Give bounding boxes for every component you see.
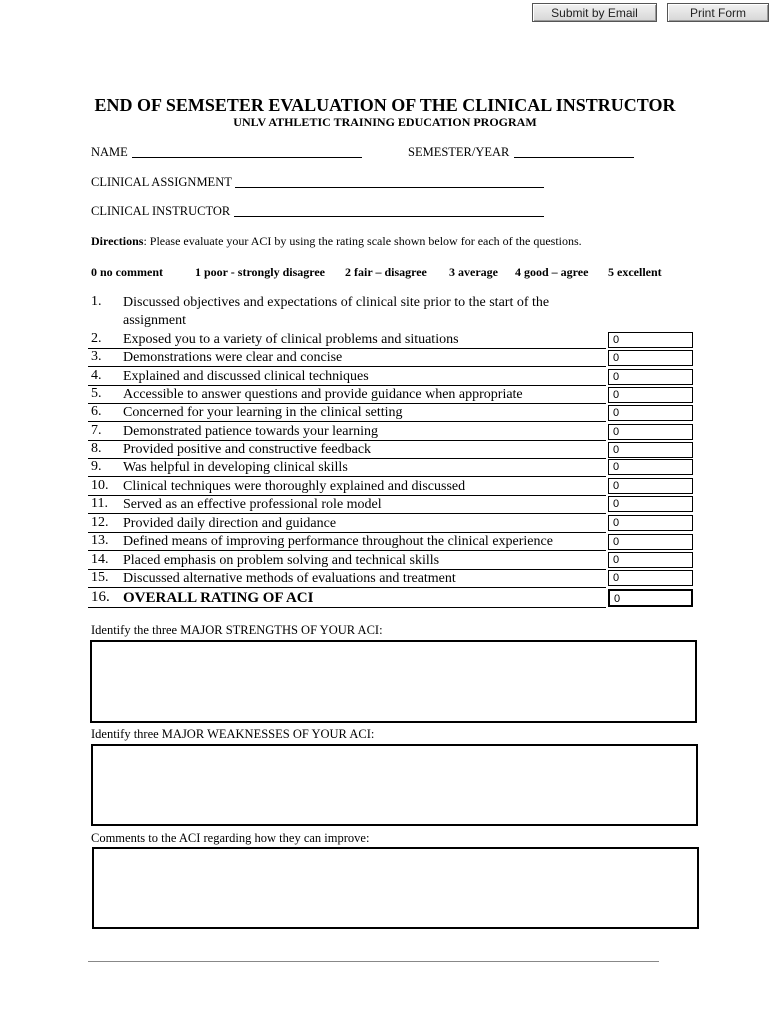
rating-field[interactable]: 0 (608, 424, 693, 440)
divider (88, 366, 606, 367)
item-text: Accessible to answer questions and provide guidance when appropriate (123, 387, 523, 402)
item-text: Placed emphasis on problem solving and technical skills (123, 553, 440, 568)
divider (88, 607, 606, 608)
scale-1: 1 poor - strongly disagree (195, 265, 326, 279)
comments-textarea[interactable] (92, 847, 699, 929)
print-form-button[interactable]: Print Form (667, 3, 769, 22)
clinical-instructor-field[interactable] (234, 216, 544, 217)
strengths-textarea[interactable] (90, 640, 697, 723)
comments-label: Comments to the ACI regarding how they can improve: (91, 831, 370, 845)
item-text: Was helpful in developing clinical skills (123, 460, 348, 475)
scale-5: 5 excellent (608, 265, 662, 279)
item-text: Exposed you to a variety of clinical problems and situations (123, 332, 459, 347)
rating-field[interactable]: 0 (608, 459, 693, 475)
submit-by-email-button[interactable]: Submit by Email (532, 3, 657, 22)
item-number: 14. (91, 552, 109, 567)
clinical-instructor-label: CLINICAL INSTRUCTOR (91, 204, 231, 218)
item-text: Explained and discussed clinical techniques (123, 369, 369, 384)
item-text: Discussed alternative methods of evaluations and treatment (123, 571, 456, 586)
semester-field[interactable] (514, 157, 634, 158)
item-text: Defined means of improving performance throughout the clinical experience (123, 534, 553, 549)
rating-field[interactable]: 0 (608, 387, 693, 403)
item-number: 1. (91, 294, 102, 309)
divider (88, 476, 606, 477)
item-number: 8. (91, 441, 102, 456)
page-subtitle: UNLV ATHLETIC TRAINING EDUCATION PROGRAM (233, 115, 537, 129)
item-number: 13. (91, 533, 109, 548)
item-number: 11. (91, 496, 108, 511)
item-text: Concerned for your learning in the clinical setting (123, 405, 403, 420)
item-text: Provided daily direction and guidance (123, 516, 337, 531)
overall-rating-label: OVERALL RATING OF ACI (123, 590, 314, 606)
item-text: Clinical techniques were thoroughly explained and discussed (123, 479, 466, 494)
directions-label: Directions (91, 234, 144, 248)
item-number: 2. (91, 331, 102, 346)
rating-field[interactable]: 0 (608, 332, 693, 348)
rating-field[interactable]: 0 (608, 405, 693, 421)
rating-field[interactable]: 0 (608, 496, 693, 512)
semester-label: SEMESTER/YEAR (408, 145, 510, 159)
item-text: Served as an effective professional role model (123, 497, 382, 512)
item-number: 16. (91, 589, 110, 605)
rating-field[interactable]: 0 (608, 570, 693, 586)
divider (88, 421, 606, 422)
page-title: END OF SEMSETER EVALUATION OF THE CLINICAL INSTRUCTOR (94, 95, 676, 115)
item-text: Discussed objectives and expectations of clinical site prior to the start of the assignment (123, 295, 550, 328)
overall-rating-field[interactable]: 0 (608, 589, 693, 607)
rating-field[interactable]: 0 (608, 369, 693, 385)
rating-field[interactable]: 0 (608, 552, 693, 568)
footer-divider (88, 961, 659, 962)
divider (88, 587, 606, 588)
item-text: Demonstrated patience towards your learning (123, 424, 379, 439)
item-number: 5. (91, 386, 102, 401)
strengths-label: Identify the three MAJOR STRENGTHS OF YOUR ACI: (91, 623, 383, 637)
name-field[interactable] (132, 157, 362, 158)
directions-text: : Please evaluate your ACI by using the rating scale shown below for each of the questions. (143, 234, 582, 248)
clinical-assignment-field[interactable] (235, 187, 544, 188)
scale-3: 3 average (449, 265, 498, 279)
name-label: NAME (91, 145, 128, 159)
scale-2: 2 fair – disagree (345, 265, 427, 279)
item-text: Demonstrations were clear and concise (123, 350, 343, 365)
rating-field[interactable]: 0 (608, 478, 693, 494)
item-number: 6. (91, 404, 102, 419)
scale-4: 4 good – agree (515, 265, 589, 279)
divider (88, 513, 606, 514)
divider (88, 550, 606, 551)
item-text: Provided positive and constructive feedback (123, 442, 372, 457)
item-number: 10. (91, 478, 109, 493)
rating-field[interactable]: 0 (608, 442, 693, 458)
item-number: 9. (91, 459, 102, 474)
item-number: 3. (91, 349, 102, 364)
item-number: 7. (91, 423, 102, 438)
item-number: 12. (91, 515, 109, 530)
weaknesses-textarea[interactable] (91, 744, 698, 826)
rating-field[interactable]: 0 (608, 515, 693, 531)
weaknesses-label: Identify three MAJOR WEAKNESSES OF YOUR ACI: (91, 727, 375, 741)
rating-field[interactable]: 0 (608, 534, 693, 550)
clinical-assignment-label: CLINICAL ASSIGNMENT (91, 175, 232, 189)
scale-0: 0 no comment (91, 265, 163, 279)
item-number: 4. (91, 368, 102, 383)
rating-field[interactable]: 0 (608, 350, 693, 366)
directions (91, 234, 582, 249)
item-number: 15. (91, 570, 109, 585)
